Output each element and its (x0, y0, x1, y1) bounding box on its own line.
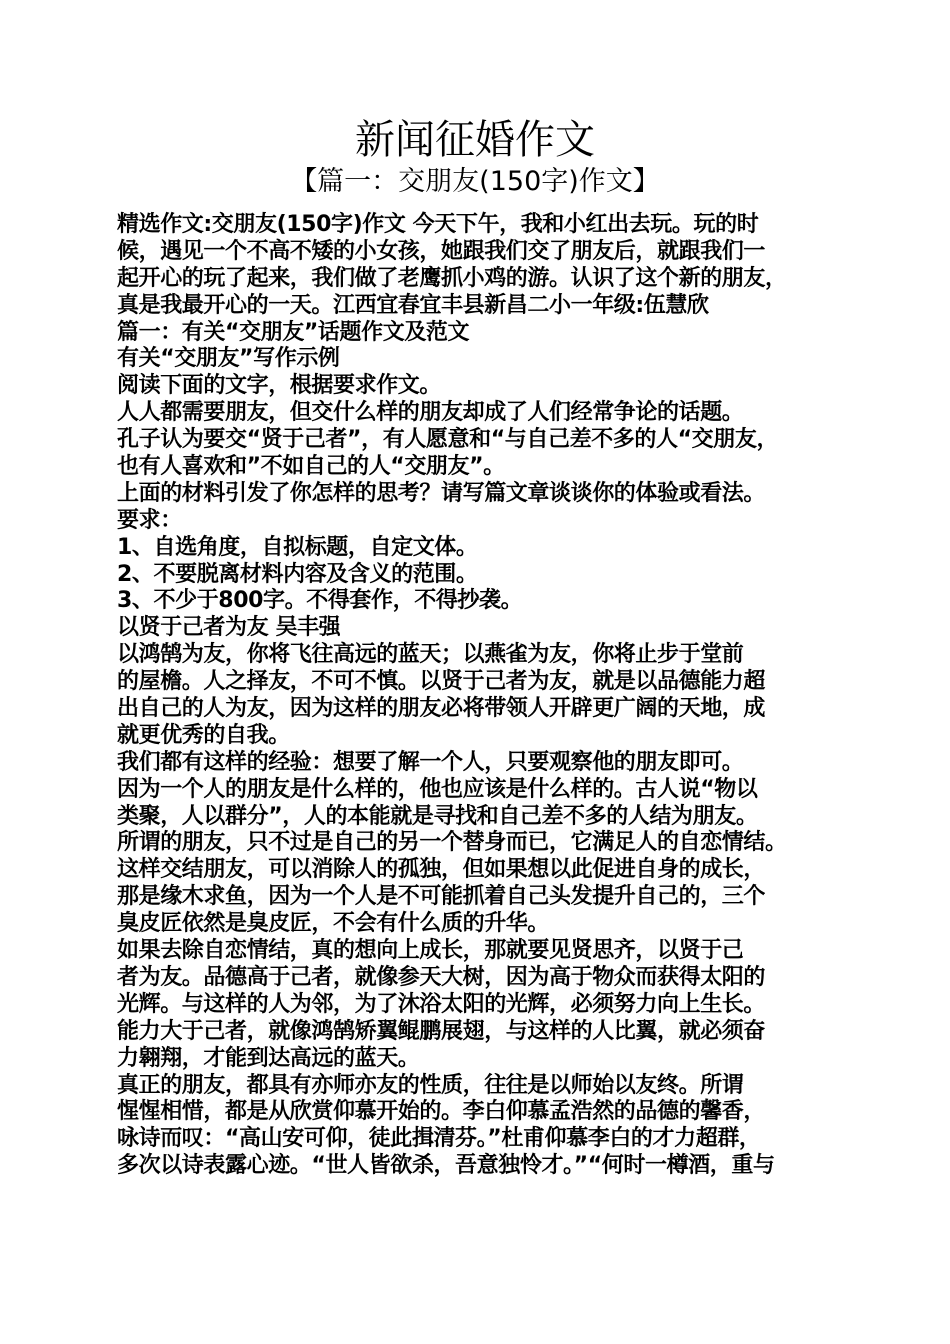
body-text-line: 孔子认为要交“贤于己者”，有人愿意和“与自己差不多的人“交朋友， (117, 427, 779, 453)
body-text-line: 真是我最开心的一天。江西宜春宜丰县新昌二小一年级:伍慧欣 (117, 292, 709, 318)
body-text-line: 那是缘木求鱼，因为一个人是不可能抓着自己头发提升自己的，三个 (117, 884, 766, 910)
body-text-line: 2、不要脱离材料内容及含义的范围。 (117, 561, 478, 587)
body-text-line: 我们都有这样的经验：想要了解一个人，只要观察他的朋友即可。 (117, 749, 744, 775)
body-text-line: 咏诗而叹：“高山安可仰，徒此揖清芬。”杜甫仰慕李白的才力超群， (117, 1126, 761, 1152)
body-text-line: 因为一个人的朋友是什么样的，他也应该是什么样的。古人说“物以 (117, 776, 758, 802)
body-text-line: 这样交结朋友，可以消除人的孤独，但如果想以此促进自身的成长， (117, 857, 766, 883)
body-text-line: 能力大于己者，就像鸿鹄矫翼鲲鹏展翅，与这样的人比翼，就必须奋 (117, 1018, 766, 1044)
body-text-line: 多次以诗表露心迹。“世人皆欲杀，吾意独怜才。”“何时一樽酒，重与 (117, 1153, 775, 1179)
body-text-line: 以贤于己者为友 吴丰强 (117, 615, 341, 641)
body-text-line: 力翱翔，才能到达高远的蓝天。 (117, 1045, 420, 1071)
body-text-line: 以鸿鹄为友，你将飞往高远的蓝天；以燕雀为友，你将止步于堂前 (117, 642, 744, 668)
body-text-line: 惺惺相惜，都是从欣赏仰慕开始的。李白仰慕孟浩然的品德的馨香， (117, 1099, 766, 1125)
document-title: 新闻征婚作文 (355, 117, 595, 163)
body-text-line: 真正的朋友，都具有亦师亦友的性质，往往是以师始以友终。所谓 (117, 1072, 744, 1098)
body-text-line: 臭皮匠依然是臭皮匠，不会有什么质的升华。 (117, 911, 550, 937)
body-text-line: 如果去除自恋情结，真的想向上成长，那就要见贤思齐，以贤于己 (117, 938, 744, 964)
body-text-line: 候，遇见一个不高不矮的小女孩，她跟我们交了朋友后，就跟我们一 (117, 238, 766, 264)
body-text-line: 也有人喜欢和”不如自己的人“交朋友”。 (117, 454, 505, 480)
body-text-line: 起开心的玩了起来，我们做了老鹰抓小鸡的游。认识了这个新的朋友， (117, 265, 787, 291)
body-text-line: 3、不少于800字。不得套作，不得抄袭。 (117, 588, 523, 614)
body-text-line: 精选作文:交朋友(150字)作文 今天下午，我和小红出去玩。玩的时 (117, 212, 759, 237)
body-text-line: 所谓的朋友，只不过是自己的另一个替身而已，它满足人的自恋情结。 (117, 830, 787, 856)
document-body (117, 212, 857, 1180)
body-text-line: 要求： (117, 507, 182, 533)
body-text-line: 的屋檐。人之择友，不可不慎。以贤于己者为友，就是以品德能力超 (117, 669, 766, 695)
body-text-line: 阅读下面的文字，根据要求作文。 (117, 373, 442, 399)
body-text-line: 就更优秀的自我。 (117, 722, 290, 748)
body-text-line: 者为友。品德高于己者，就像参天大树，因为高于物众而获得太阳的 (117, 964, 766, 990)
body-text-line: 有关“交朋友”写作示例 (117, 346, 340, 372)
body-text-line: 篇一：有关“交朋友”话题作文及范文 (117, 319, 470, 345)
body-text-line: 光辉。与这样的人为邻，为了沐浴太阳的光辉，必须努力向上生长。 (117, 991, 766, 1017)
body-text-line: 出自己的人为友，因为这样的朋友必将带领人开辟更广阔的天地，成 (117, 696, 766, 722)
document-subtitle: 【篇一：交朋友(150字)作文】 (290, 166, 660, 197)
body-text-line: 类聚，人以群分”，人的本能就是寻找和自己差不多的人结为朋友。 (117, 803, 758, 829)
body-text-line: 上面的材料引发了你怎样的思考？请写篇文章谈谈你的体验或看法。 (117, 480, 766, 506)
body-text-line: 1、自选角度，自拟标题，自定文体。 (117, 534, 478, 560)
body-text-line: 人人都需要朋友，但交什么样的朋友却成了人们经常争论的话题。 (117, 400, 744, 426)
